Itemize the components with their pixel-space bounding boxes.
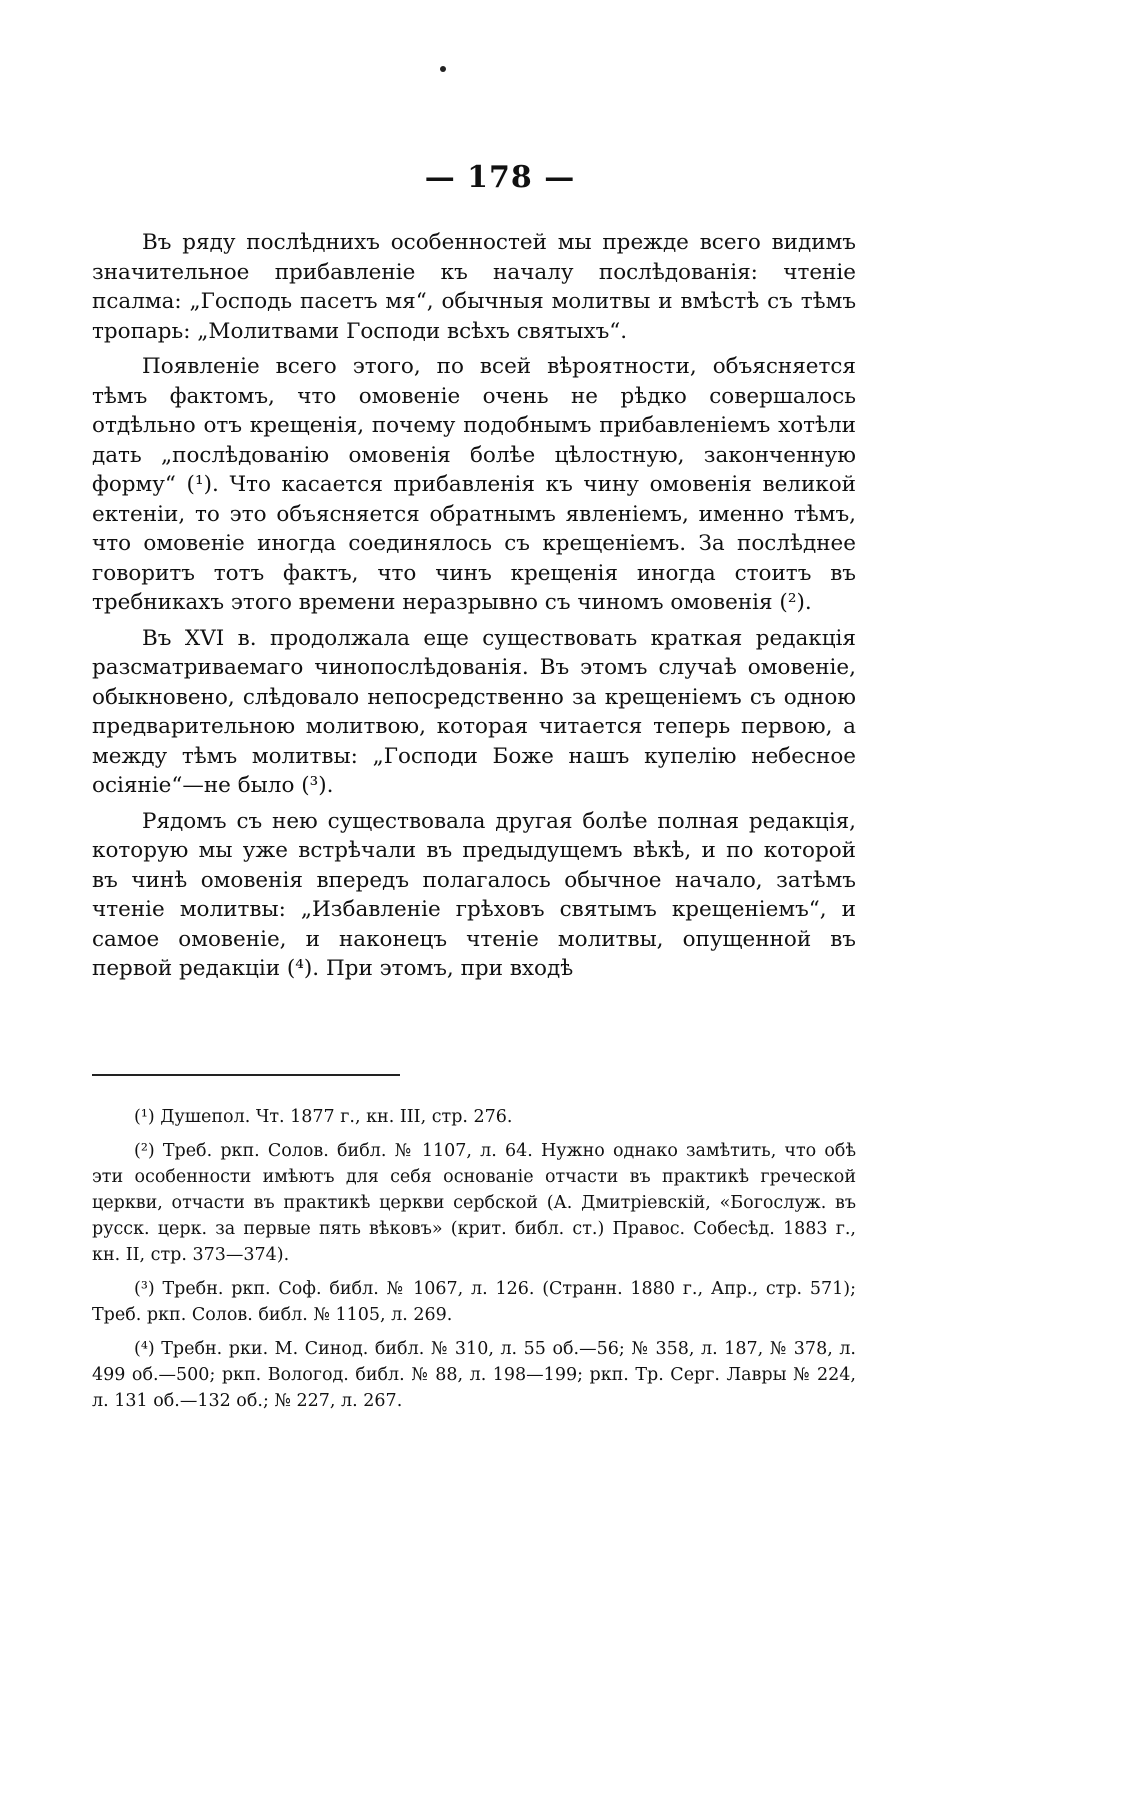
paragraph: Появленіе всего этого, по всей вѣроятности, объясняется тѣмъ фактомъ, что омовеніе очень не рѣдко совершалось отдѣльно отъ крещенія, почему подобнымъ прибавленіемъ хотѣли дать „послѣдованію омовенія болѣе цѣлостную, законченную форму“ (¹). Что касается прибавленія къ чину омовенія великой ектеніи, то это объясняется обратнымъ явленіемъ, именно тѣмъ, что омовеніе иногда соединялось съ крещеніемъ. За послѣднее говоритъ тотъ фактъ, что чинъ крещенія иногда стоитъ въ требникахъ этого времени неразрывно съ чиномъ омовенія (²). (92, 354, 856, 615)
footnote: (⁴) Требн. рки. М. Синод. библ. № 310, л. 55 об.—56; № 358, л. 187, № 378, л. 499 об.—500; ркп. Вологод. библ. № 88, л. 198—199; ркп. Тр. Серг. Лавры № 224, л. 131 об.—132 об.; № 227, л. 267. (92, 1339, 856, 1411)
footnote-divider (92, 1074, 400, 1076)
footnotes (92, 1104, 856, 1422)
footnote: (¹) Душепол. Чт. 1877 г., кн. III, стр. 276. (134, 1107, 513, 1127)
page-speck (440, 66, 446, 72)
page-number: — 178 — (424, 160, 576, 195)
footnote: (³) Требн. ркп. Соф. библ. № 1067, л. 126. (Странн. 1880 г., Апр., стр. 571); Треб. ркп. Солов. библ. № 1105, л. 269. (92, 1279, 856, 1325)
footnote: (²) Треб. ркп. Солов. библ. № 1107, л. 64. Нужно однако замѣтить, что обѣ эти особенности имѣютъ для себя основаніе отчасти въ практикѣ греческой церкви, отчасти въ практикѣ церкви сербской (А. Дмитріевскій, «Богослуж. въ русск. церк. за первые пять вѣковъ» (крит. библ. ст.) Правос. Собесѣд. 1883 г., кн. II, стр. 373—374). (92, 1141, 856, 1265)
paragraph: Рядомъ съ нею существовала другая болѣе полная редакція, которую мы уже встрѣчали въ предыдущемъ вѣкѣ, и по которой въ чинѣ омовенія впередъ полагалось обычное начало, затѣмъ чтеніе молитвы: „Избавленіе грѣховъ святымъ крещеніемъ“, и самое омовеніе, и наконецъ чтеніе молитвы, опущенной въ первой редакціи (⁴). При этомъ, при входѣ (92, 808, 856, 981)
main-text (92, 228, 856, 990)
paragraph: Въ ряду послѣднихъ особенностей мы прежде всего видимъ значительное прибавленіе къ началу послѣдованія: чтеніе псалма: „Господь пасетъ мя“, обычныя молитвы и вмѣстѣ съ тѣмъ тропарь: „Молитвами Господи всѣхъ святыхъ“. (92, 230, 856, 344)
paragraph: Въ XVI в. продолжала еще существовать краткая редакція разсматриваемаго чинопослѣдованія. Въ этомъ случаѣ омовеніе, обыкновено, слѣдовало непосредственно за крещеніемъ съ одною предварительною молитвою, которая читается теперь первою, а между тѣмъ молитвы: „Господи Боже нашъ купелію небесное осіяніе“—не было (³). (92, 625, 856, 798)
